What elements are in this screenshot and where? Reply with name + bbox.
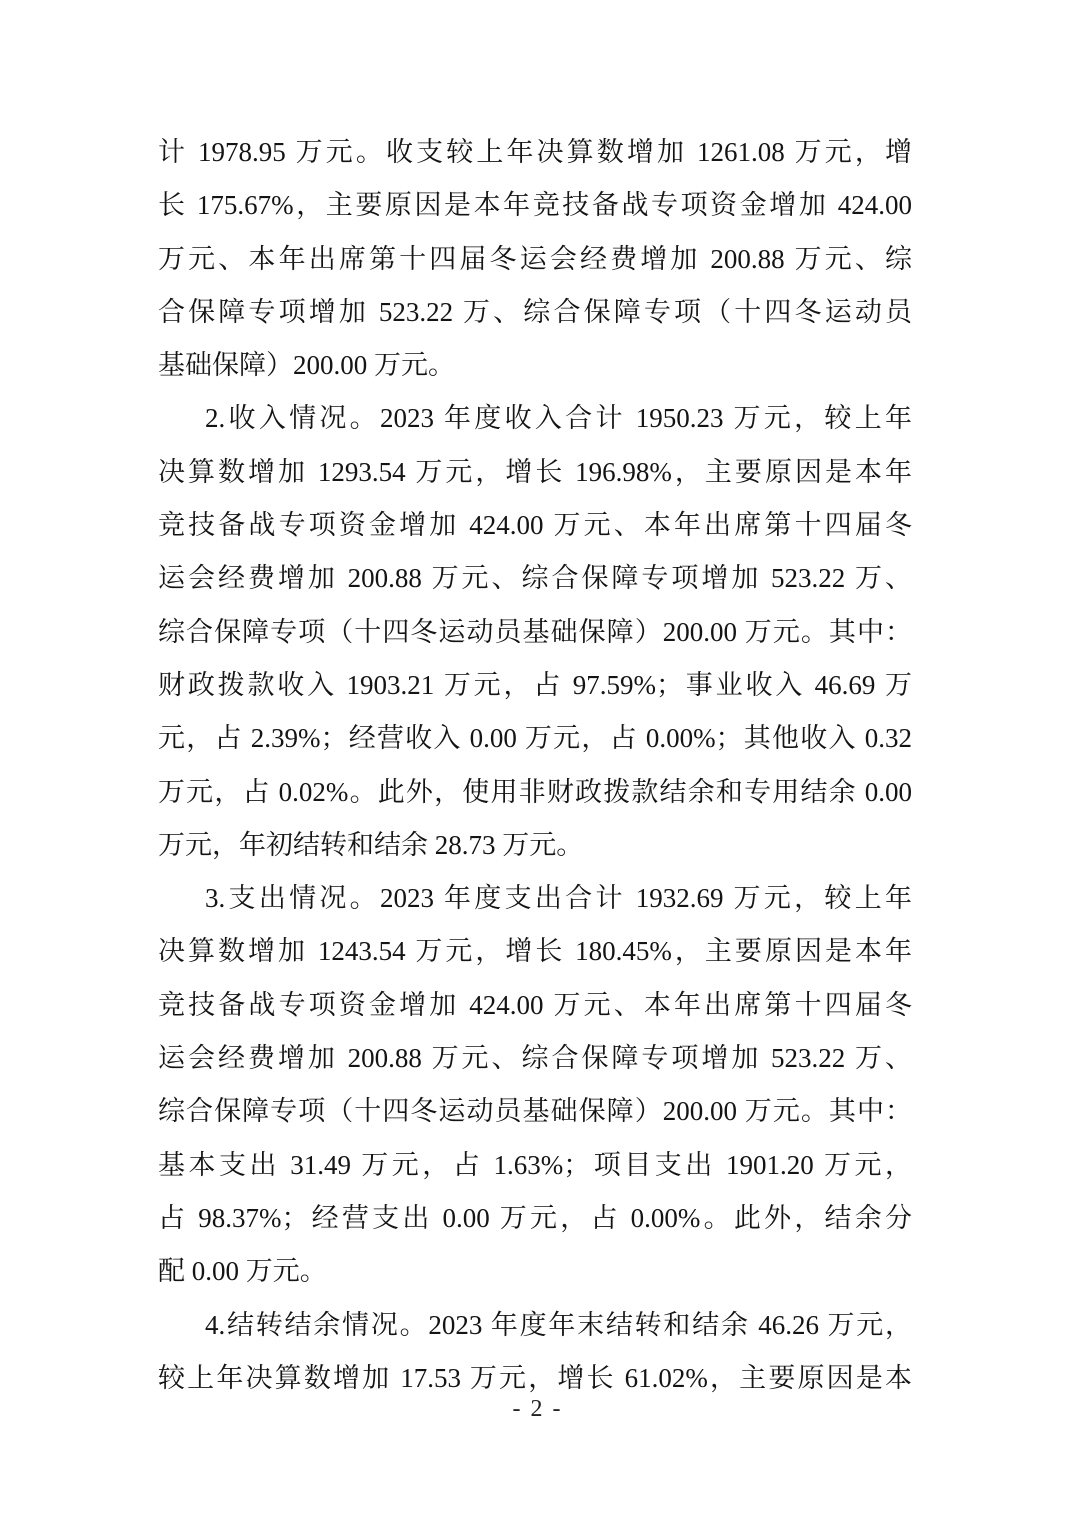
text-line: 计 1978.95 万元。收支较上年决算数增加 1261.08 万元，增: [158, 137, 912, 167]
text-line: 长 175.67%，主要原因是本年竞技备战专项资金增加 424.00: [158, 190, 912, 221]
text-line: 决算数增加 1293.54 万元，增长 196.98%，主要原因是本年: [158, 456, 912, 487]
text-line: 元，占 2.39%；经营收入 0.00 万元，占 0.00%；其他收入 0.32: [158, 723, 912, 754]
text-line: 运会经费增加 200.88 万元、综合保障专项增加 523.22 万、: [158, 563, 912, 594]
text-line: 万元，年初结转和结余 28.73 万元。: [158, 829, 584, 860]
text-line: 财政拨款收入 1903.21 万元，占 97.59%；事业收入 46.69 万: [158, 669, 912, 700]
text-line: 3.支出情况。2023 年度支出合计 1932.69 万元，较上年: [205, 883, 912, 914]
text-line: 4.结转结余情况。2023 年度年末结转和结余 46.26 万元，: [205, 1309, 912, 1340]
text-line: 合保障专项增加 523.22 万、综合保障专项（十四冬运动员: [158, 296, 912, 327]
text-line: 竞技备战专项资金增加 424.00 万元、本年出席第十四届冬: [158, 989, 912, 1020]
text-line: 基础保障）200.00 万元。: [158, 350, 455, 381]
text-line: 竞技备战专项资金增加 424.00 万元、本年出席第十四届冬: [158, 510, 912, 541]
text-line: 2.收入情况。2023 年度收入合计 1950.23 万元，较上年: [205, 403, 912, 434]
document-body: [158, 126, 912, 1405]
text-line: 运会经费增加 200.88 万元、综合保障专项增加 523.22 万、: [158, 1043, 912, 1074]
text-line: 配 0.00 万元。: [158, 1256, 327, 1287]
text-line: 较上年决算数增加 17.53 万元，增长 61.02%，主要原因是本: [158, 1362, 912, 1393]
text-line: 占 98.37%；经营支出 0.00 万元，占 0.00%。此外，结余分: [158, 1202, 912, 1233]
text-line: 决算数增加 1243.54 万元，增长 180.45%，主要原因是本年: [158, 936, 912, 967]
text-line: 基本支出 31.49 万元，占 1.63%；项目支出 1901.20 万元，: [158, 1149, 912, 1180]
text-line: 万元，占 0.02%。此外，使用非财政拨款结余和专用结余 0.00: [158, 776, 912, 807]
text-line: 万元、本年出席第十四届冬运会经费增加 200.88 万元、综: [158, 243, 912, 274]
text-line: 综合保障专项（十四冬运动员基础保障）200.00 万元。其中：: [158, 1096, 912, 1127]
page-number: - 2 -: [512, 1396, 563, 1422]
text-line: 综合保障专项（十四冬运动员基础保障）200.00 万元。其中：: [158, 616, 912, 647]
